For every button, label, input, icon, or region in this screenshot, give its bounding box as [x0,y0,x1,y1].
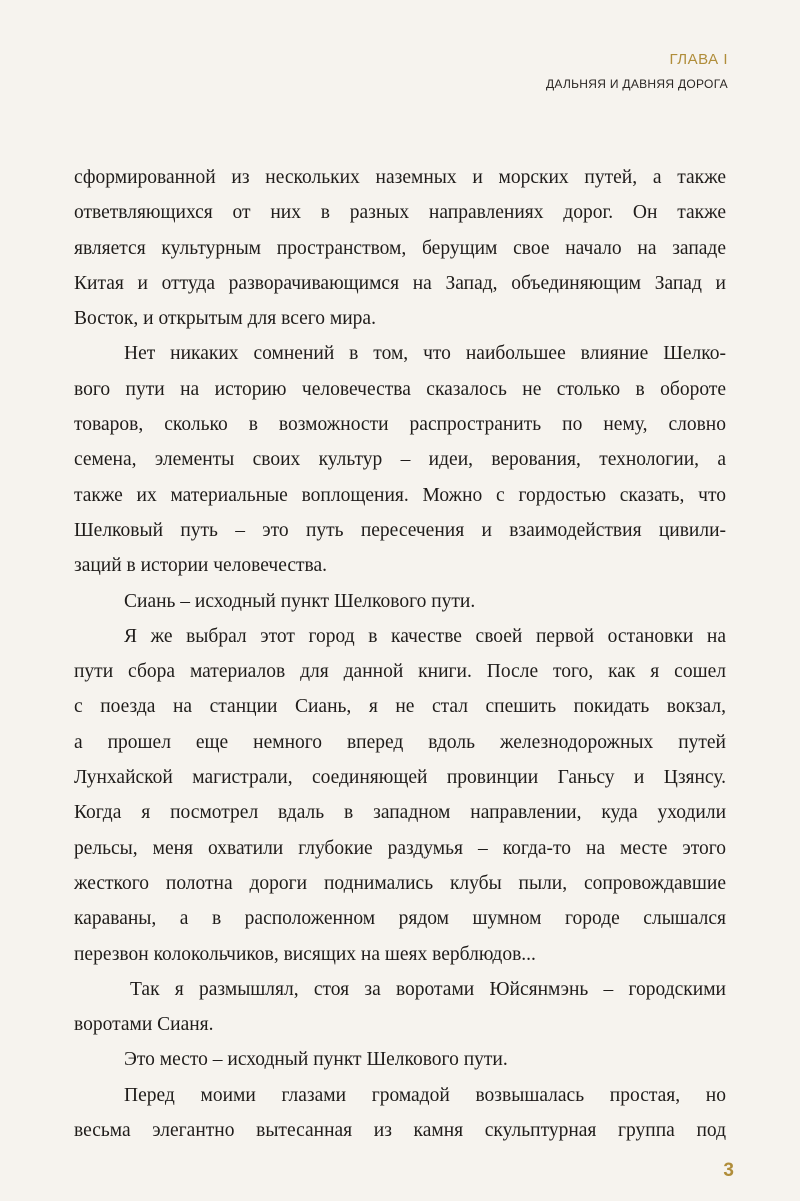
text-line: Шелковый путь – это путь пересечения и взаимодействия цивили- [74,519,726,541]
text-line: перезвон колокольчиков, висящих на шеях верблюдов... [74,943,536,965]
text-line: товаров, сколько в возможности распространить по нему, словно [74,414,726,436]
text-line: Восток, и открытым для всего мира. [74,308,376,330]
text-line: семена, элементы своих культур – идеи, верования, технологии, а [74,449,726,471]
running-head [546,50,728,92]
text-line: Так я размышлял, стоя за воротами Юйсянмэнь – городскими [130,978,726,1000]
text-line: Нет никаких сомнений в том, что наибольшее влияние Шелко- [124,343,726,365]
text-line: Я же выбрал этот город в качестве своей первой остановки на [124,625,726,647]
text-line: вого пути на историю человечества сказалось не столько в обороте [74,378,726,400]
chapter-label: ГЛАВА I [669,51,728,68]
text-line: рельсы, меня охватили глубокие раздумья – когда-то на месте этого [74,837,726,859]
text-line: а прошел еще немного вперед вдоль железнодорожных путей [74,731,726,753]
chapter-title: ДАЛЬНЯЯ И ДАВНЯЯ ДОРОГА [545,77,728,91]
text-line: воротами Сианя. [74,1014,214,1036]
text-line: караваны, а в расположенном рядом шумном городе слышался [74,908,726,930]
text-line: пути сбора материалов для данной книги. После того, как я сошел [74,661,726,683]
text-line: жесткого полотна дороги поднимались клубы пыли, сопровождавшие [74,872,726,894]
page-number: 3 [723,1160,734,1181]
text-line: Перед моими глазами громадой возвышалась простая, но [124,1084,726,1106]
text-line: Лунхайской магистрали, соединяющей провинции Ганьсу и Цзянсу. [74,767,726,789]
body-text [74,160,726,1148]
text-line: Когда я посмотрел вдаль в западном направлении, куда уходили [74,802,726,824]
text-line: Китая и оттуда разворачивающимся на Запад, объединяющим Запад и [74,272,726,294]
text-line: сформированной из нескольких наземных и морских путей, а также [74,167,726,188]
text-line: также их материальные воплощения. Можно с гордостью сказать, что [74,484,726,506]
text-line: с поезда на станции Сиань, я не стал спешить покидать вокзал, [74,696,726,718]
text-line: Это место – исходный пункт Шелкового пути. [124,1049,508,1071]
text-line: Сиань – исходный пункт Шелкового пути. [124,590,476,612]
text-line: является культурным пространством, берущим свое начало на западе [74,237,726,259]
text-line: заций в истории человечества. [74,555,328,577]
text-line: весьма элегантно вытесанная из камня скульптурная группа под [74,1120,726,1142]
text-line: ответвляющихся от них в разных направлениях дорог. Он также [74,202,726,224]
